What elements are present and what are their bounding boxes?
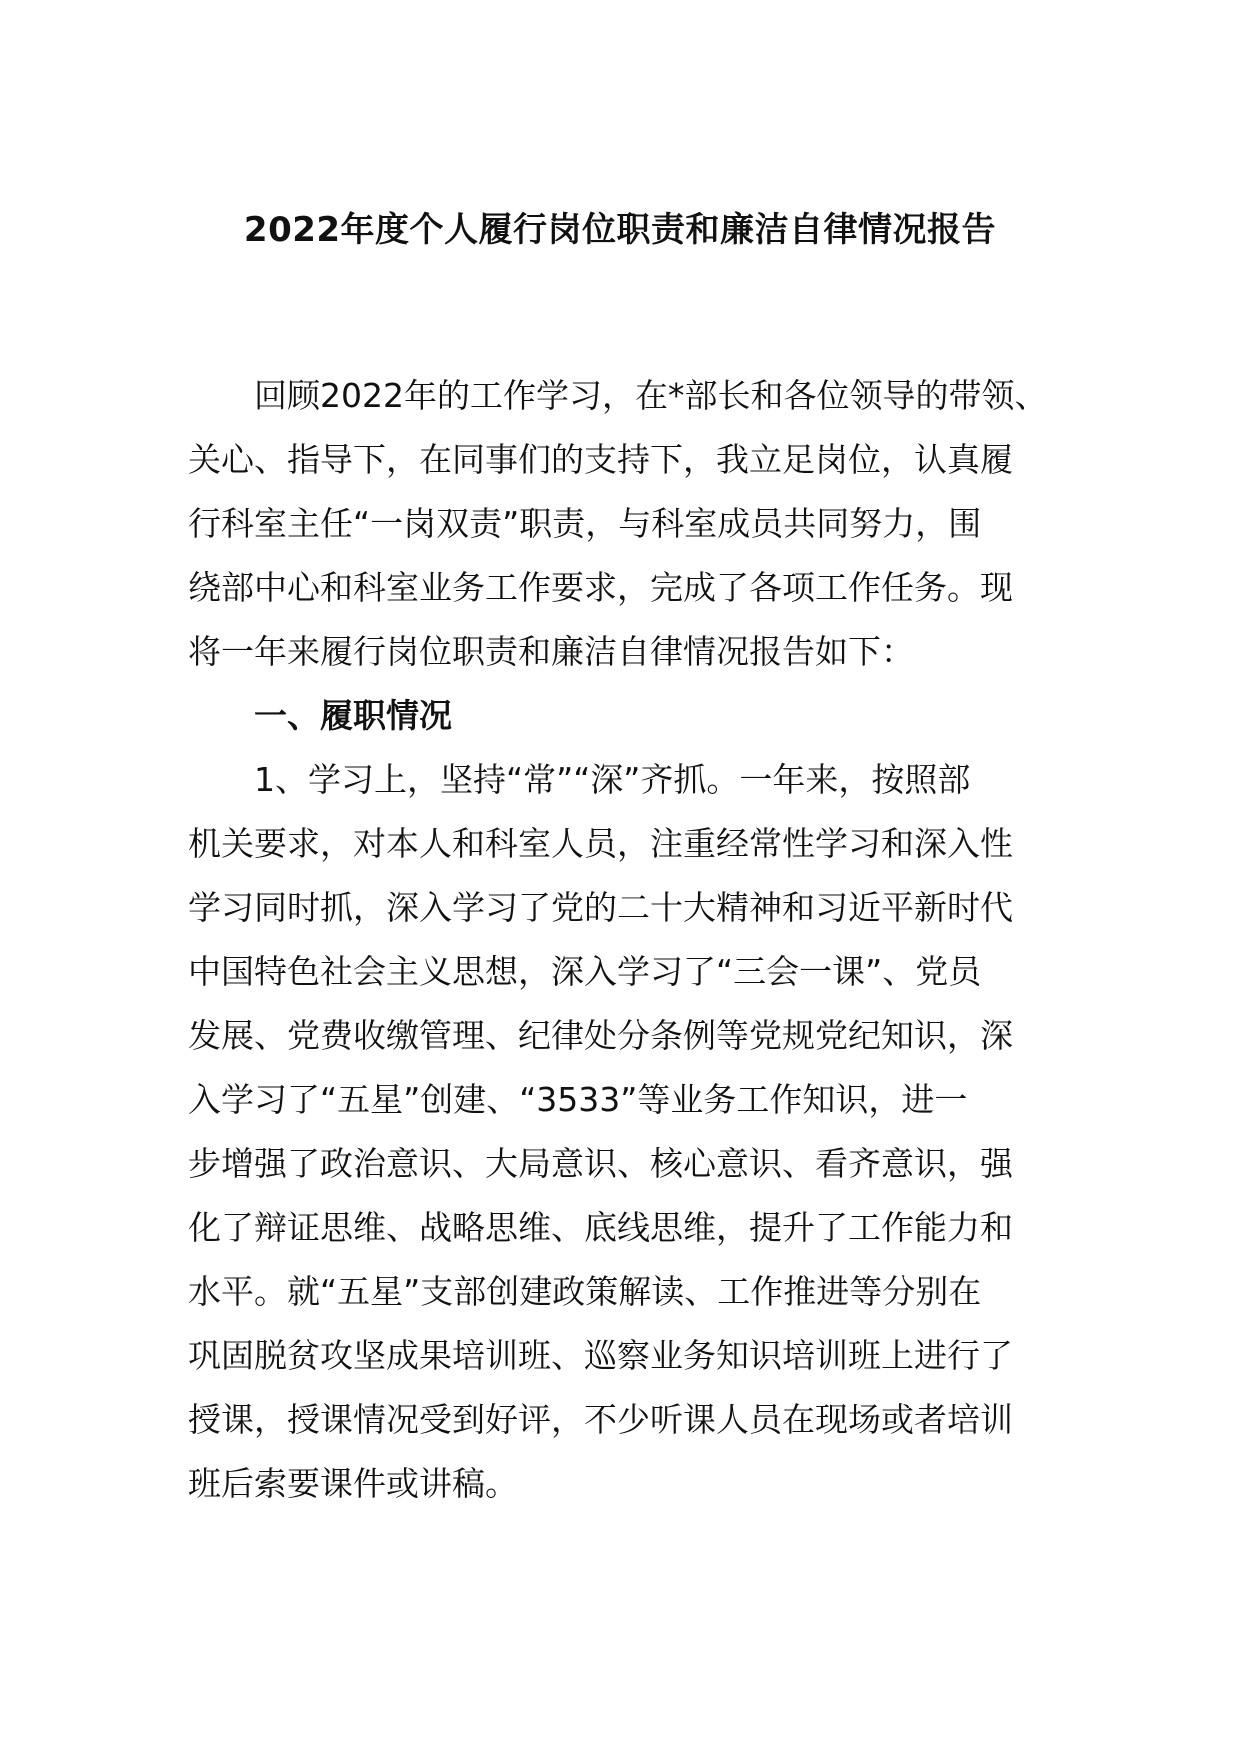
paragraph-study-line-7: 步增强了政治意识、大局意识、核心意识、看齐意识，强 bbox=[188, 1144, 1013, 1183]
paragraph-study-line-3: 学习同时抓，深入学习了党的二十大精神和习近平新时代 bbox=[188, 888, 1013, 927]
paragraph-study-line-8: 化了辩证思维、战略思维、底线思维，提升了工作能力和 bbox=[188, 1208, 1013, 1247]
paragraph-study-line-9: 水平。就“五星”支部创建政策解读、工作推进等分别在 bbox=[188, 1272, 982, 1311]
section-heading: 一、履职情况 bbox=[254, 696, 452, 735]
paragraph-study-line-10: 巩固脱贫攻坚成果培训班、巡察业务知识培训班上进行了 bbox=[188, 1336, 1013, 1375]
paragraph-study-line-2: 机关要求，对本人和科室人员，注重经常性学习和深入性 bbox=[188, 824, 1013, 863]
paragraph-study-line-4: 中国特色社会主义思想，深入学习了“三会一课”、党员 bbox=[188, 952, 982, 991]
paragraph-intro-line-3: 行科室主任“一岗双责”职责，与科室成员共同努力，围 bbox=[188, 504, 982, 543]
paragraph-intro-line-4: 绕部中心和科室业务工作要求，完成了各项工作任务。现 bbox=[188, 568, 1013, 607]
paragraph-intro-line-5: 将一年来履行岗位职责和廉洁自律情况报告如下： bbox=[188, 632, 914, 671]
paragraph-study-line-6: 入学习了“五星”创建、“3533”等业务工作知识，进一 bbox=[188, 1080, 968, 1119]
paragraph-study-line-11: 授课，授课情况受到好评，不少听课人员在现场或者培训 bbox=[188, 1400, 1013, 1439]
paragraph-study-line-12: 班后索要课件或讲稿。 bbox=[188, 1464, 518, 1503]
paragraph-study-line-1: 1、学习上，坚持“常”“深”齐抓。一年来，按照部 bbox=[254, 760, 971, 799]
paragraph-intro-line-1: 回顾2022年的工作学习，在*部长和各位领导的带领、 bbox=[254, 376, 1048, 415]
paragraph-intro-line-2: 关心、指导下，在同事们的支持下，我立足岗位，认真履 bbox=[188, 440, 1013, 479]
document-title: 2022年度个人履行岗位职责和廉洁自律情况报告 bbox=[243, 210, 997, 250]
paragraph-study-line-5: 发展、党费收缴管理、纪律处分条例等党规党纪知识，深 bbox=[188, 1016, 1013, 1055]
